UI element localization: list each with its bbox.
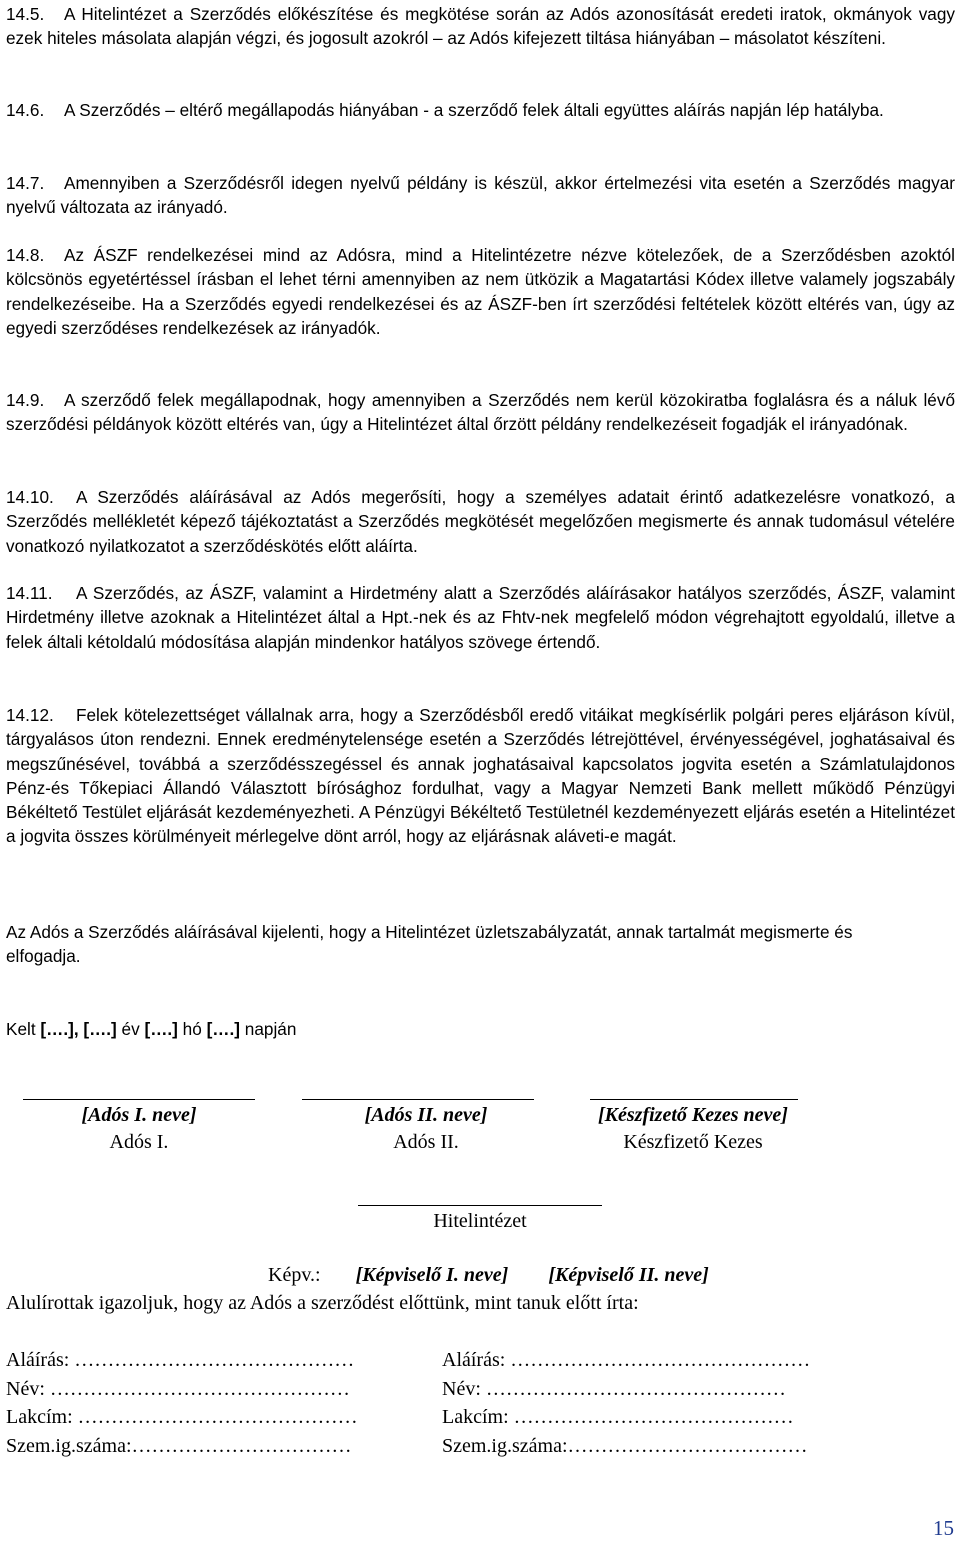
bank-representatives bbox=[268, 1262, 709, 1289]
clause-text: A Szerződés aláírásával az Adós megerősíti, hogy a személyes adatait érintő adatkezelésre vonatkozó, a Szerződés mellékletét képező tájékoztatást a Szerződés megkötését megelőzően megismerte és annak tudomásul vételére vonatkozó nyilatkozatot a szerződéskötés előtt aláírta. bbox=[6, 487, 955, 556]
declaration-text: Az Adós a Szerződés aláírásával kijelenti, hogy a Hitelintézet üzletszabályzatát, annak tartalmát megismerte és elfogadja. bbox=[6, 922, 853, 967]
kelt-month-field: [….] bbox=[144, 1019, 178, 1039]
signature-line-bank bbox=[358, 1205, 602, 1206]
witness-signature-field: Aláírás: …………………………………… bbox=[6, 1349, 355, 1371]
clause-text: Felek kötelezettséget vállalnak arra, hogy a Szerződésből eredő vitáikat megkísérlik polgári peres eljáráson kívül, tárgyalásos úton rendezni. Ennek eredménytelensége esetén a Szerződés létrejöttével, érvényességével, joghatásaival és megszűnésével, továbbá a szerződésszegéssel és annak joghatásaival kapcsolatos jogvita esetén a Számlatulajdonos Pénz-és Tőkepiaci Állandó Választott bírósághoz fordulhat, vagy a Magyar Nemzeti Bank mellett működő Pénzügyi Békéltető Testület eljárását kezdeményezheti. A Pénzügyi Békéltető Testületnél kezdeményezett eljárás esetén a Hitelintézet a jogvita összes körülményeit mérlegelve dönt arról, hogy az eljárásnak aláveti-e magát. bbox=[6, 705, 955, 847]
page-number: 15 bbox=[933, 1516, 954, 1540]
signature-block-adós-1 bbox=[23, 1102, 255, 1156]
clause-text: Az ÁSZF rendelkezései mind az Adósra, mind a Hitelintézetre nézve kötelezőek, de a Szerződésben azoktól kölcsönös egyetértéssel írásban el lehet térni amennyiben az nem ütközik a Magatartási Kódex illetve valamely jogszabály rendelkezéseibe. Ha a Szerződés egyedi rendelkezései és az ÁSZF-ben írt szerződési feltételek között eltérés van, úgy az egyedi szerződéses rendelkezések az irányadók. bbox=[6, 245, 955, 338]
clause-text: A Szerződés, az ÁSZF, valamint a Hirdetmény alatt a Szerződés aláírásakor hatályos szerződés, ÁSZF, valamint Hirdetmény illetve azoknak a Hitelintézet által a Hpt.-nek és az Fhtv-nek megfelelő módon végrehajtott egyoldalú, illetve a felek általi kétoldalú módosítása alapján mindenkor hatályos szövege értendő. bbox=[6, 583, 955, 652]
witness-2-fields bbox=[442, 1346, 810, 1460]
witness-intro: Alulírottak igazoljuk, hogy az Adós a szerződést előttünk, mint tanuk előtt írta: bbox=[6, 1292, 639, 1314]
signer-name-placeholder: [Készfizető Kezes neve] bbox=[598, 1104, 788, 1126]
representative-2-placeholder: [Képviselő II. neve] bbox=[548, 1264, 709, 1286]
kelt-line bbox=[6, 1017, 955, 1041]
signer-name-placeholder: [Adós I. neve] bbox=[81, 1104, 197, 1126]
representative-label: Képv.: bbox=[268, 1264, 321, 1286]
clause-14-8 bbox=[6, 243, 955, 340]
kelt-month-word: hó bbox=[177, 1019, 207, 1039]
clause-14-6 bbox=[6, 98, 955, 122]
clause-text: A Szerződés – eltérő megállapodás hiányában - a szerződő felek általi együttes aláírás napján lép hatályba. bbox=[64, 100, 884, 120]
signer-role: Készfizető Kezes bbox=[623, 1131, 763, 1153]
clause-14-5 bbox=[6, 2, 955, 51]
clause-text: A szerződő felek megállapodnak, hogy amennyiben a Szerződés nem kerül közokiratba foglalásra és a náluk lévő szerződési példányok között eltérés van, úgy a Hitelintézet által őrzött példány rendelkezéseit fogadják el irányadónak. bbox=[6, 390, 955, 435]
clause-number: 14.5. bbox=[6, 4, 45, 24]
clause-number: 14.6. bbox=[6, 100, 45, 120]
clause-number: 14.8. bbox=[6, 245, 45, 265]
signer-role: Adós I. bbox=[109, 1131, 169, 1153]
representative-1-placeholder: [Képviselő I. neve] bbox=[355, 1264, 509, 1286]
signature-block-bank bbox=[358, 1208, 602, 1235]
kelt-year-word: év bbox=[116, 1019, 145, 1039]
signer-name-placeholder: [Adós II. neve] bbox=[364, 1104, 488, 1126]
clause-14-9 bbox=[6, 388, 955, 437]
clause-14-7 bbox=[6, 171, 955, 220]
witness-1-fields bbox=[6, 1346, 358, 1460]
witness-name-field: Név: ……………………………………… bbox=[442, 1377, 786, 1400]
kelt-prefix: Kelt bbox=[6, 1019, 41, 1039]
signer-role: Adós II. bbox=[393, 1131, 459, 1153]
bank-role: Hitelintézet bbox=[433, 1210, 527, 1232]
witness-name-field: Név: ……………………………………… bbox=[6, 1377, 350, 1400]
signature-line-kezes bbox=[590, 1099, 798, 1100]
witness-address-field: Lakcím: …………………………………… bbox=[442, 1406, 794, 1428]
kelt-suffix: napján bbox=[240, 1019, 297, 1039]
kelt-day-field: [….] bbox=[206, 1019, 240, 1039]
signature-line-adós-2 bbox=[302, 1099, 534, 1100]
signature-line-adós-1 bbox=[23, 1099, 255, 1100]
clause-number: 14.9. bbox=[6, 390, 45, 410]
witness-address-field: Lakcím: …………………………………… bbox=[6, 1406, 358, 1428]
witness-signature-field: Aláírás: ……………………………………… bbox=[442, 1349, 811, 1371]
clause-number: 14.12. bbox=[6, 705, 54, 725]
witness-id-field: Szem.ig.száma:…………………………… bbox=[6, 1434, 352, 1457]
clause-text: A Hitelintézet a Szerződés előkészítése és megkötése során az Adós azonosítását eredeti iratok, okmányok vagy ezek hiteles másolata alapján végzi, és jogosult azokról – az Adós kifejezett tiltása hiányában – másolatot készíteni. bbox=[6, 4, 955, 49]
clause-14-11 bbox=[6, 581, 955, 654]
kelt-date-fields: [….], [….] bbox=[40, 1019, 117, 1039]
clause-text: Amennyiben a Szerződésről idegen nyelvű példány is készül, akkor értelmezési vita esetén a Szerződés magyar nyelvű változata az irányadó. bbox=[6, 173, 955, 218]
clause-number: 14.7. bbox=[6, 173, 45, 193]
clause-14-10 bbox=[6, 485, 955, 558]
signature-block-adós-2 bbox=[310, 1102, 542, 1156]
witness-id-field: Szem.ig.száma:……………………………… bbox=[442, 1434, 808, 1457]
clause-number: 14.11. bbox=[6, 583, 53, 603]
signature-block-kezes bbox=[568, 1102, 818, 1156]
clause-number: 14.10. bbox=[6, 487, 54, 507]
clause-14-12 bbox=[6, 703, 955, 849]
